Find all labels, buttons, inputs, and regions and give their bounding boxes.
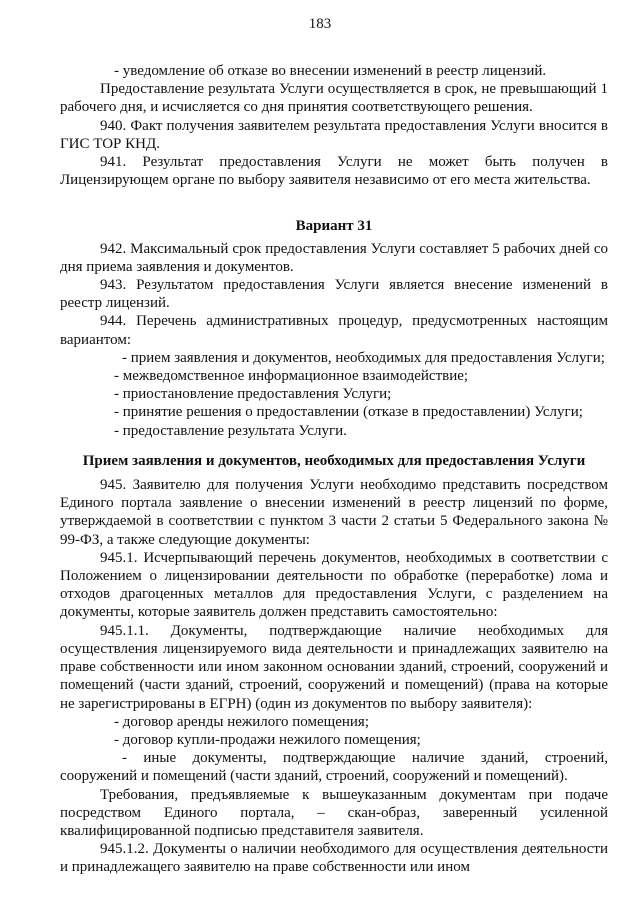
page-number: 183 (308, 16, 332, 32)
paragraph-944: 944. Перечень административных процедур, предусмотренных настоящим вариантом: (60, 313, 608, 348)
list-item: - договор аренды нежилого помещения; (114, 713, 369, 730)
list-item: - межведомственное информационное взаимодействие; (114, 368, 469, 385)
paragraph-943: 943. Результатом предоставления Услуги является внесение изменений в реестр лицензий. (60, 277, 608, 312)
section-heading: Прием заявления и документов, необходимых для предоставления Услуги (82, 452, 586, 469)
paragraph-945: 945. Заявителю для получения Услуги необходимо представить посредством Единого портала заявление о внесении изменений в реестр лицензий по форме, утверждаемой в соответствии с пунктом 3 части 2 статьи 5 Федерального закона № 99-ФЗ, а также следующие документы: (60, 477, 608, 548)
paragraph: Предоставление результата Услуги осуществляется в срок, не превышающий 1 рабочего дня, и исчисляется со дня принятия соответствующего решения. (60, 81, 608, 116)
list-item: - договор купли-продажи нежилого помещения; (114, 731, 421, 748)
list-item: - иные документы, подтверждающие наличие зданий, строений, сооружений и помещений (части зданий, строений, сооружений и помещений). (60, 750, 608, 785)
list-item: - предоставление результата Услуги. (114, 422, 347, 439)
list-item: - прием заявления и документов, необходимых для предоставления Услуги; (122, 349, 605, 366)
paragraph-945-1-1: 945.1.1. Документы, подтверждающие наличие необходимых для осуществления лицензируемого вида деятельности и принадлежащих заявителю на праве собственности или ином законном основании зданий, строений, сооружений и помещений (части зданий, строений, сооружений и помещений) (права на которые не зарегистрированы в ЕГРН) (один из документов по выбору заявителя): (60, 622, 608, 712)
list-item: - приостановление предоставления Услуги; (114, 386, 392, 403)
paragraph-942: 942. Максимальный срок предоставления Услуги составляет 5 рабочих дней со дня приема заявления и документов. (60, 240, 608, 275)
variant-heading: Вариант 31 (295, 218, 373, 235)
paragraph-requirements: Требования, предъявляемые к вышеуказанным документам при подаче посредством Единого портала, – скан-образ, заверенный усиленной квалифицированной подписью представителя заявителя. (60, 786, 608, 839)
list-item: - уведомление об отказе во внесении изменений в реестр лицензий. (114, 63, 547, 79)
paragraph-945-1: 945.1. Исчерпывающий перечень документов, необходимых в соответствии с Положением о лицензировании деятельности по обработке (переработке) лома и отходов драгоценных металлов для предоставления Услуги, с разделением на документы, которые заявитель должен представить самостоятельно: (60, 549, 608, 621)
page-body (60, 62, 608, 877)
paragraph-945-1-2: 945.1.2. Документы о наличии необходимого для осуществления деятельности и принадлежащего заявителю на праве собственности или ином (60, 841, 608, 876)
list-item: - принятие решения о предоставлении (отказе в предоставлении) Услуги; (114, 404, 583, 421)
paragraph-940: 940. Факт получения заявителем результата предоставления Услуги вносится в ГИС ТОР КНД. (60, 117, 608, 152)
paragraph-941: 941. Результат предоставления Услуги не может быть получен в Лицензирующем органе по выбору заявителя независимо от его места жительства. (60, 154, 608, 189)
